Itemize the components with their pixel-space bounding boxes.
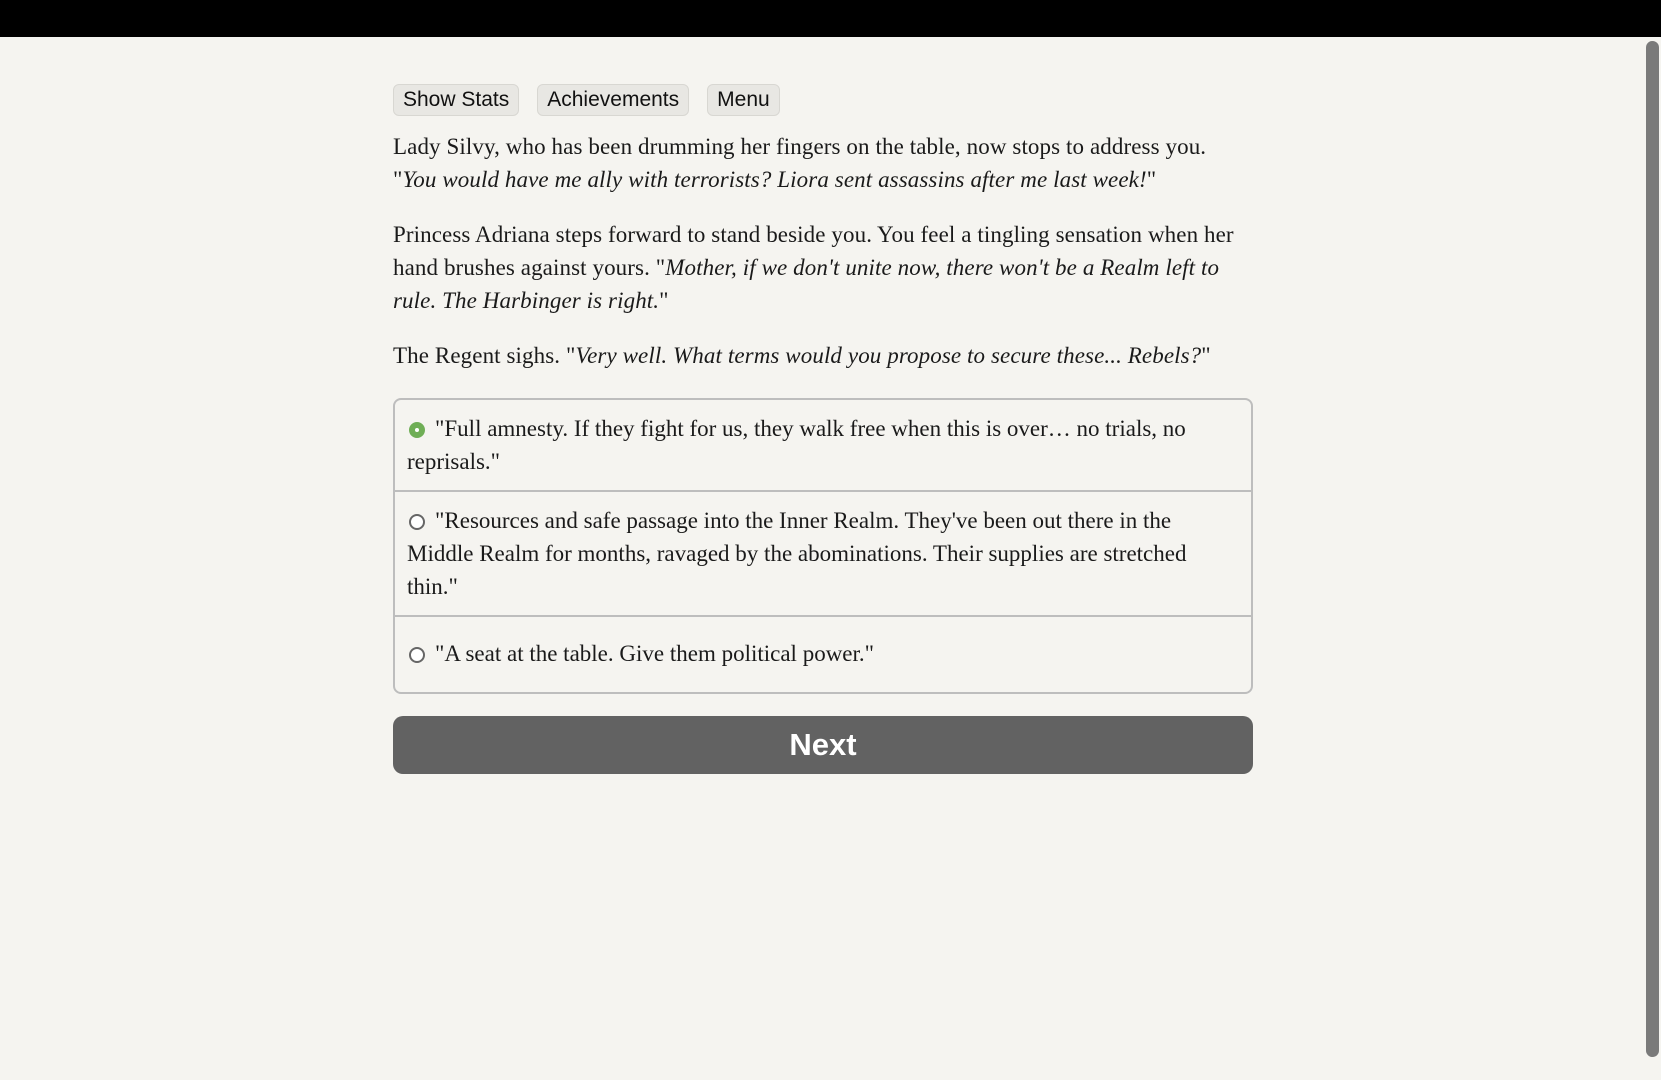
narration-text: Lady Silvy, who has been drumming her fingers on the table, now stops to address you. " [393,134,1207,192]
radio-unselected-icon[interactable] [409,647,425,663]
story-paragraph [393,339,1253,372]
quote-mark: " [659,288,669,313]
game-container [393,84,1253,774]
quote-mark: " [1146,167,1157,192]
choice-option-1[interactable] [395,400,1251,490]
next-button[interactable]: Next [393,716,1253,774]
narration-text: The Regent sighs. " [393,343,576,368]
achievements-button[interactable]: Achievements [537,84,689,116]
choice-label: "Resources and safe passage into the Inner Realm. They've been out there in the Middle Realm for months, ravaged by the abominations. Their supplies are stretched thin." [407,508,1187,599]
radio-unselected-icon[interactable] [409,514,425,530]
story-paragraph [393,130,1253,196]
narration-text: Princess Adriana steps forward to stand beside you. You feel a tingling sensation when her hand brushes against yours. " [393,222,1234,280]
choice-list [393,398,1253,694]
choice-option-3[interactable] [395,615,1251,692]
scrollbar[interactable] [1646,41,1659,1057]
dialogue-text: You would have me ally with terrorists? Liora sent assassins after me last week! [402,167,1147,192]
story-text [393,130,1253,372]
toolbar [393,84,1253,116]
story-paragraph [393,218,1253,317]
dialogue-text: Mother, if we don't unite now, there won't be a Realm left to rule. The Harbinger is right. [393,255,1220,313]
menu-button[interactable]: Menu [707,84,780,116]
choice-label: "Full amnesty. If they fight for us, they walk free when this is over… no trials, no reprisals." [407,416,1186,474]
dialogue-text: Very well. What terms would you propose to secure these... Rebels? [575,343,1202,368]
choice-label: "A seat at the table. Give them political power." [435,641,875,666]
quote-mark: " [1201,343,1211,368]
radio-selected-icon[interactable] [409,422,425,438]
window-top-bar [0,0,1661,37]
show-stats-button[interactable]: Show Stats [393,84,519,116]
choice-option-2[interactable] [395,490,1251,615]
